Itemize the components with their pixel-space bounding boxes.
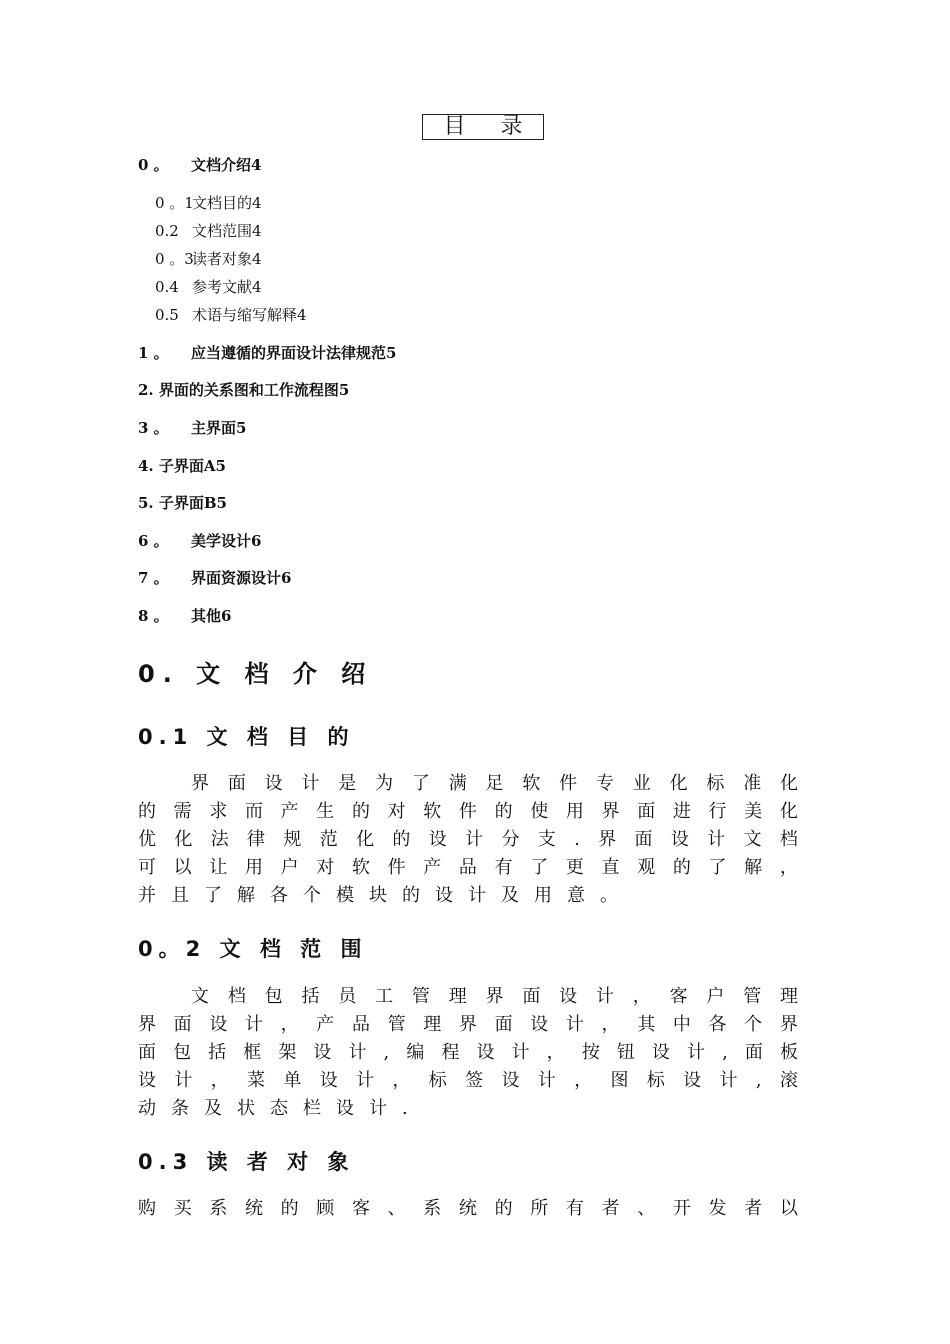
toc-entry[interactable] [138, 342, 396, 363]
toc-entry[interactable] [138, 530, 261, 551]
toc-entry-number: 6 。 [138, 532, 169, 550]
toc-entry[interactable] [138, 455, 226, 476]
subsection-heading-purpose: 0.1 文 档 目 的 [138, 725, 355, 749]
paragraph-line: 面 包 括 框 架 设 计 , 编 程 设 计 ， 按 钮 设 计 , 面 板 [138, 1042, 798, 1063]
paragraph-line: 设 计 ， 菜 单 设 计 ， 标 签 设 计 ， 图 标 设 计 , 滚 [138, 1070, 798, 1091]
subsection-heading-scope: 0。2 文 档 范 围 [138, 937, 368, 961]
toc-entry-text: 2. 界面的关系图和工作流程图5 [138, 381, 350, 399]
toc-entry[interactable] [138, 567, 291, 588]
toc-entry-text: 文档范围4 [192, 222, 262, 240]
toc-entry-number: 0.4 [155, 278, 179, 296]
toc-entry[interactable] [155, 192, 262, 213]
toc-entry-text: 参考文献4 [192, 278, 262, 296]
toc-entry[interactable] [155, 248, 262, 269]
paragraph-line: 动 条 及 状 态 栏 设 计 . [138, 1098, 408, 1119]
toc-title: 目 录 [422, 114, 544, 140]
toc-entry-number: 0 。 [138, 156, 169, 174]
paragraph-audience [138, 1195, 798, 1223]
toc-entry-number: 7 。 [138, 569, 169, 587]
paragraph-line: 界 面 设 计 是 为 了 满 足 软 件 专 业 化 标 准 化 [191, 773, 798, 794]
toc-entry-text: 其他6 [191, 607, 232, 625]
paragraph-line: 文 档 包 括 员 工 管 理 界 面 设 计 ， 客 户 管 理 [191, 986, 798, 1007]
paragraph-line: 可 以 让 用 户 对 软 件 产 品 有 了 更 直 观 的 了 解 ， [138, 857, 798, 878]
toc-entry-text: 4. 子界面A5 [138, 457, 226, 475]
toc-entry-text: 5. 子界面B5 [138, 494, 227, 512]
toc-entry[interactable] [155, 304, 307, 325]
paragraph-line: 优 化 法 律 规 范 化 的 设 计 分 支 . 界 面 设 计 文 档 [138, 829, 798, 850]
toc-entry[interactable] [138, 492, 227, 513]
toc-entry-number: 0.5 [155, 306, 179, 324]
paragraph-line: 界 面 设 计 ， 产 品 管 理 界 面 设 计 ， 其 中 各 个 界 [138, 1014, 798, 1035]
toc-entry[interactable] [155, 220, 262, 241]
toc-entry-text: 美学设计6 [191, 532, 262, 550]
toc-entry-text: 界面资源设计6 [191, 569, 292, 587]
toc-entry-text: 文档介绍4 [191, 156, 262, 174]
toc-entry[interactable] [138, 154, 261, 175]
toc-entry-number: 0 。3 [155, 250, 194, 268]
section-heading: 0. 文 档 介 绍 [138, 660, 374, 688]
toc-entry-text: 主界面5 [191, 419, 247, 437]
toc-entry[interactable] [138, 605, 231, 626]
toc-entry[interactable] [138, 379, 349, 400]
toc-entry-number: 1 。 [138, 344, 169, 362]
toc-entry[interactable] [138, 417, 246, 438]
toc-entry-number: 0.2 [155, 222, 179, 240]
paragraph-scope [138, 983, 798, 1123]
toc-entry-number: 3 。 [138, 419, 169, 437]
toc-entry-text: 文档目的4 [192, 194, 262, 212]
toc-entry[interactable] [155, 276, 262, 297]
toc-entry-number: 8 。 [138, 607, 169, 625]
toc-entry-number: 0 。1 [155, 194, 194, 212]
toc-entry-text: 应当遵循的界面设计法律规范5 [191, 344, 397, 362]
paragraph-purpose [138, 770, 798, 910]
paragraph-line: 的 需 求 而 产 生 的 对 软 件 的 使 用 界 面 进 行 美 化 [138, 801, 798, 822]
paragraph-line: 并 且 了 解 各 个 模 块 的 设 计 及 用 意 。 [138, 885, 618, 906]
toc-entry-text: 读者对象4 [192, 250, 262, 268]
subsection-heading-audience: 0.3 读 者 对 象 [138, 1150, 355, 1174]
toc-entry-text: 术语与缩写解释4 [192, 306, 307, 324]
paragraph-line: 购 买 系 统 的 顾 客 、 系 统 的 所 有 者 、 开 发 者 以 [138, 1198, 798, 1219]
